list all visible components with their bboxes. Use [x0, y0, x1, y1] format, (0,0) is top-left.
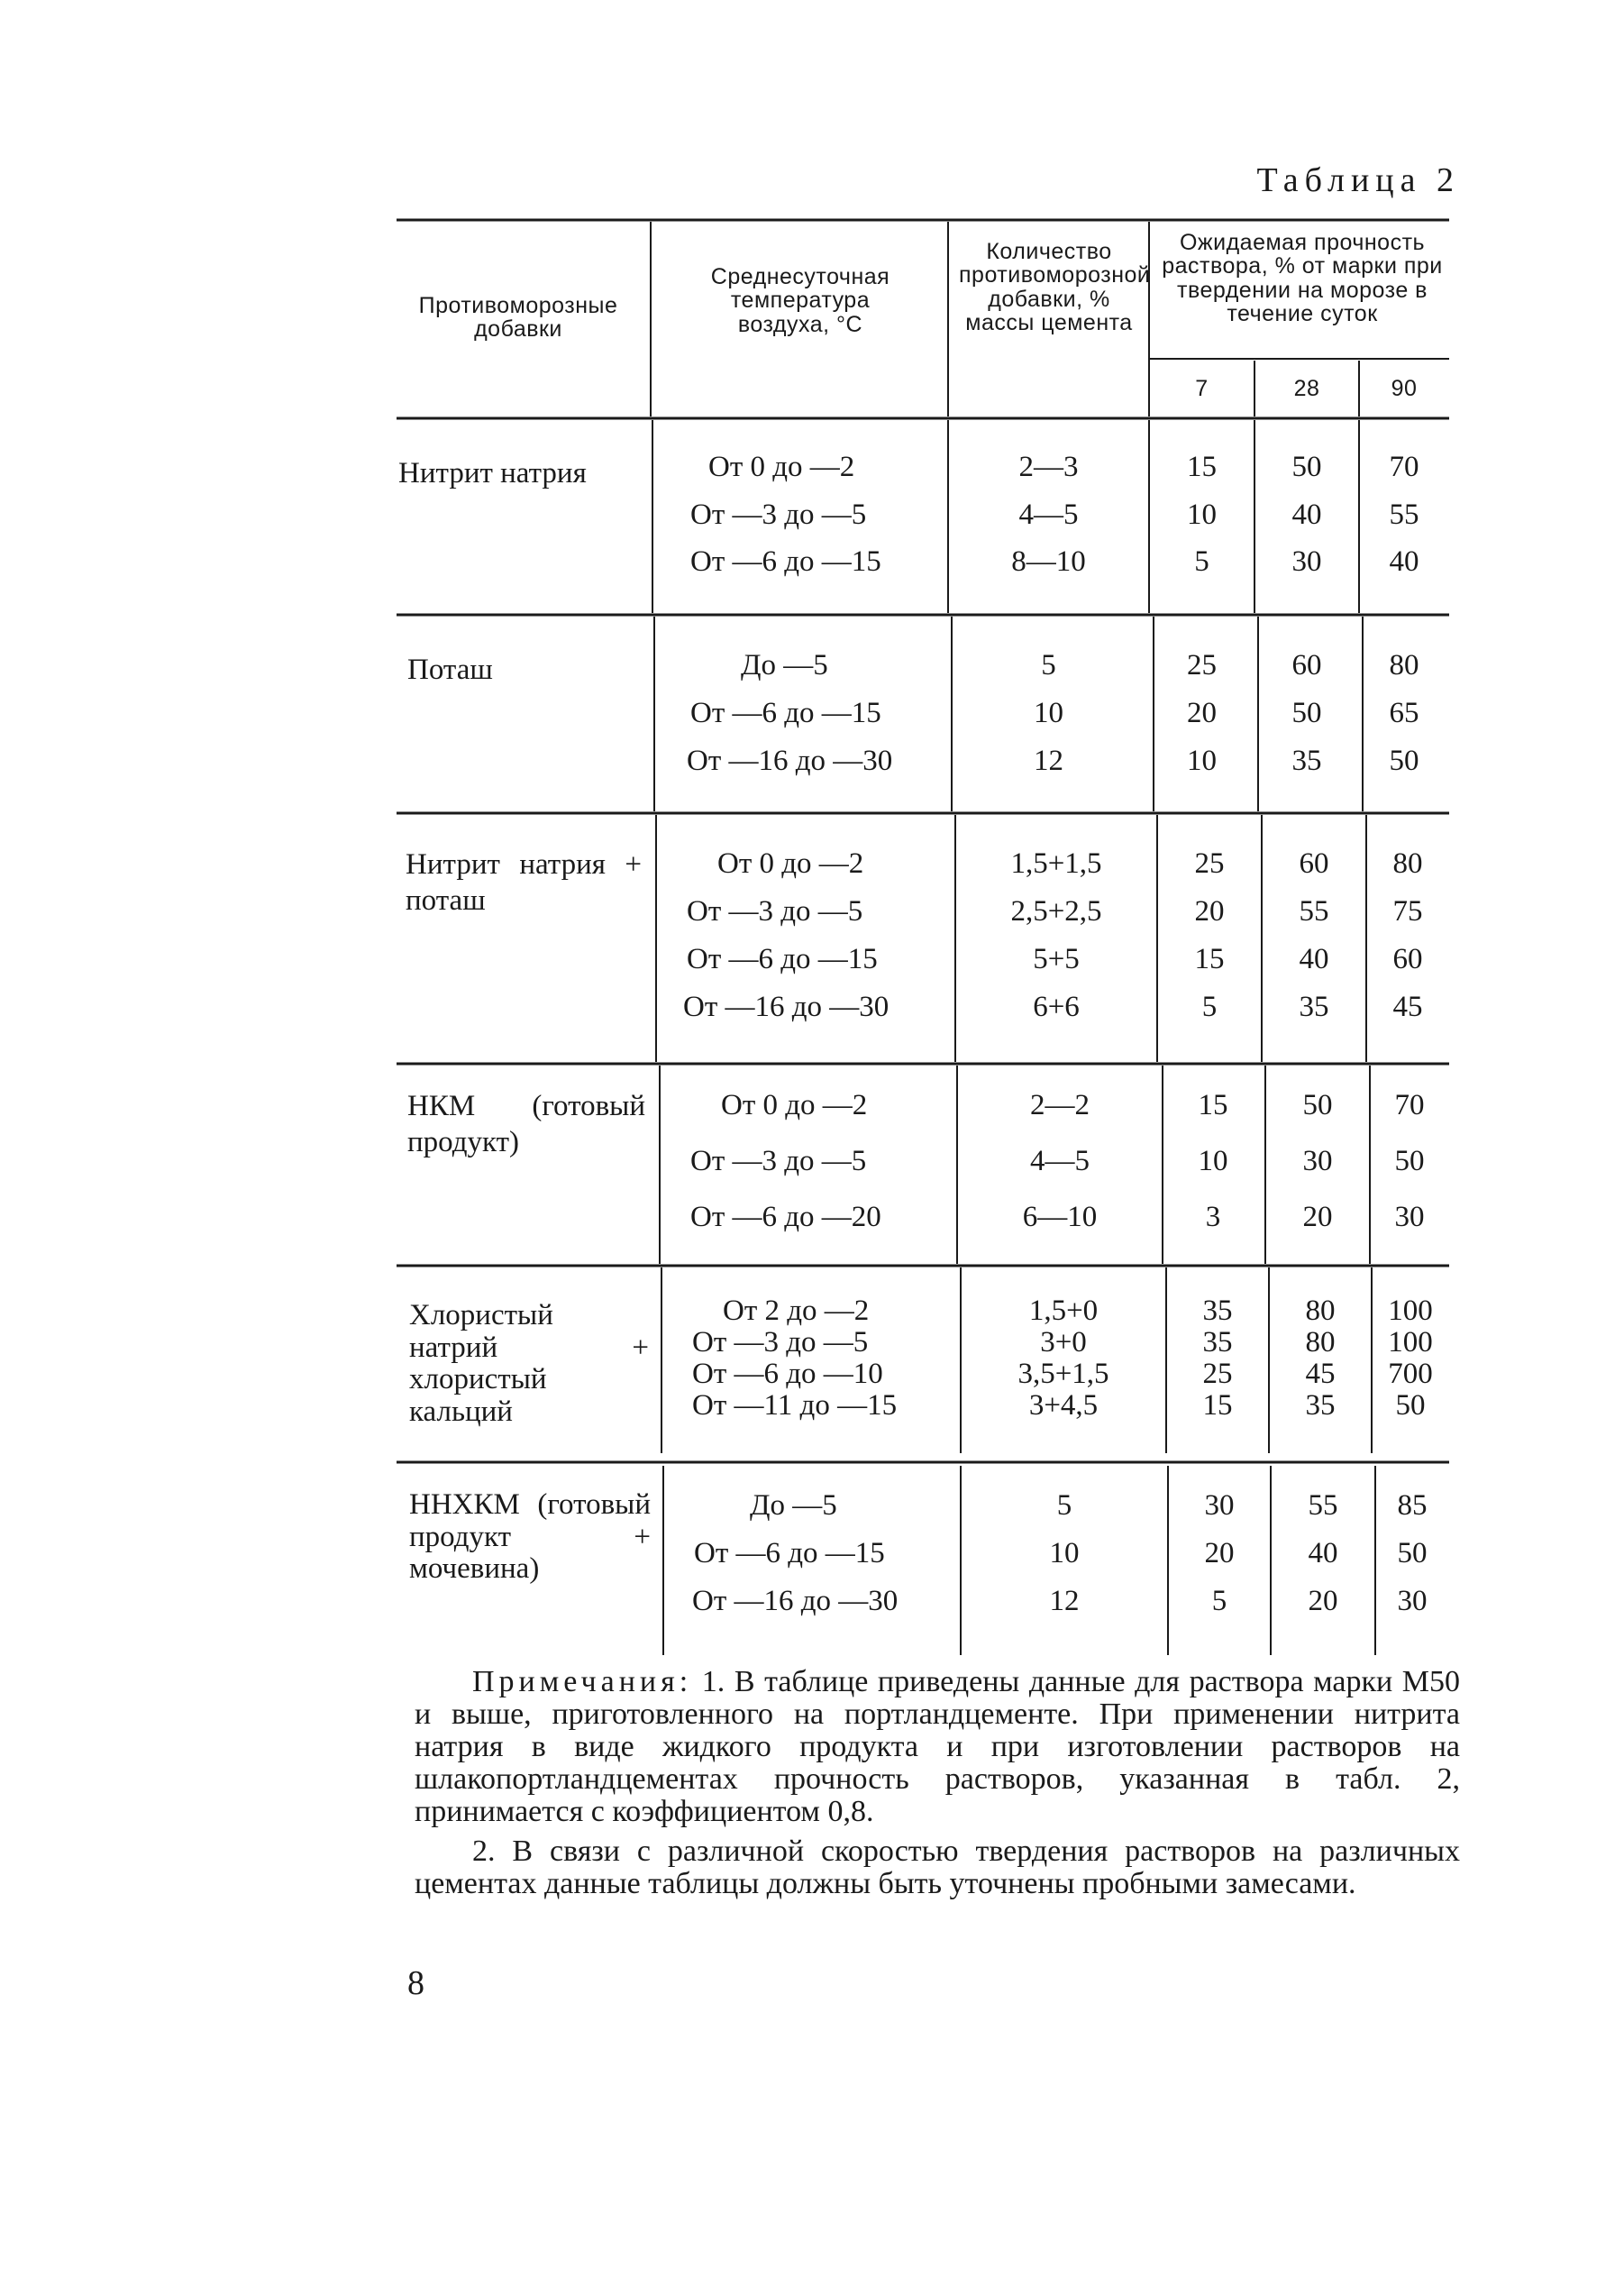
strength-90-cell: 45	[1392, 991, 1423, 1023]
strength-90-cell: 50	[1389, 745, 1419, 777]
additive-name: Хлористый натрий + хлористый кальций	[409, 1299, 649, 1428]
amount-cell: 10	[1049, 1537, 1080, 1569]
amount-cell: 5	[1041, 649, 1056, 682]
strength-28-cell: 60	[1291, 649, 1322, 682]
temperature-cell: До —5	[741, 649, 828, 682]
temperature-cell: От 2 до —2	[723, 1295, 870, 1327]
amount-cell: 10	[1034, 697, 1063, 729]
strength-28-cell: 30	[1302, 1145, 1333, 1177]
additive-name: Нитрит натрия	[398, 457, 587, 489]
temperature-cell: От —16 до —30	[692, 1585, 899, 1617]
additive-name: ННХКМ (готовый продукт + мочевина)	[409, 1488, 651, 1586]
amount-cell: 12	[1049, 1585, 1080, 1617]
strength-90-cell: 50	[1394, 1145, 1425, 1177]
strength-90-cell: 700	[1388, 1358, 1433, 1390]
amount-cell: 4—5	[1018, 499, 1079, 531]
strength-90-cell: 65	[1389, 697, 1419, 729]
temperature-cell: От —6 до —15	[690, 545, 881, 578]
strength-28-cell: 40	[1308, 1537, 1338, 1569]
strength-7-cell: 10	[1187, 499, 1217, 531]
strength-28-cell: 20	[1302, 1201, 1333, 1233]
header-day-7: 7	[1195, 376, 1209, 401]
strength-28-cell: 40	[1299, 943, 1329, 975]
temperature-cell: От —6 до —15	[694, 1537, 885, 1569]
strength-28-cell: 50	[1291, 697, 1322, 729]
temperature-cell: От —3 до —5	[690, 499, 867, 531]
vertical-rules	[651, 222, 1375, 1655]
amount-cell: 4—5	[1030, 1145, 1090, 1177]
strength-7-cell: 15	[1194, 943, 1225, 975]
temperature-cell: От 0 до —2	[708, 451, 855, 483]
header-day-28: 28	[1293, 376, 1320, 401]
strength-90-cell: 100	[1388, 1326, 1433, 1359]
notes-label: Примечания:	[472, 1665, 693, 1698]
strength-7-cell: 25	[1187, 649, 1217, 682]
strength-7-cell: 35	[1202, 1295, 1233, 1327]
strength-7-cell: 10	[1187, 745, 1217, 777]
amount-cell: 1,5+1,5	[1010, 847, 1102, 880]
strength-90-cell: 75	[1392, 895, 1423, 928]
temperature-cell: От —16 до —30	[687, 745, 893, 777]
temperature-cell: От 0 до —2	[717, 847, 864, 880]
strength-28-cell: 80	[1305, 1295, 1336, 1327]
amount-cell: 6—10	[1022, 1201, 1098, 1233]
strength-90-cell: 80	[1392, 847, 1423, 880]
strength-90-cell: 70	[1394, 1089, 1425, 1121]
strength-7-cell: 20	[1194, 895, 1225, 928]
strength-90-cell: 80	[1389, 649, 1419, 682]
header-temperature: Среднесуточная температура воздуха, °С	[710, 264, 890, 337]
header-day-90: 90	[1391, 376, 1418, 401]
horizontal-rules	[397, 220, 1449, 1462]
strength-28-cell: 30	[1291, 545, 1322, 578]
note-1-text: 1. В таблице приведены данные для раствора марки М50 и выше, приготовленного на портландцементе. При применении нитрита натрия в виде жидкого продукта и при изготовлении растворов на шлакопортландцементах прочность растворов, указанная в табл. 2, принимается с коэффициентом 0,8.	[415, 1665, 1460, 1829]
strength-28-cell: 45	[1305, 1358, 1336, 1390]
strength-28-cell: 80	[1305, 1326, 1336, 1359]
strength-7-cell: 15	[1187, 451, 1217, 483]
notes	[415, 1666, 1460, 1900]
additive-name: Нитрит натрия + поташ	[406, 848, 642, 917]
strength-90-cell: 40	[1389, 545, 1419, 578]
strength-90-cell: 85	[1397, 1489, 1428, 1522]
temperature-cell: От —6 до —20	[690, 1201, 881, 1233]
temperature-cell: От —11 до —15	[692, 1389, 898, 1422]
strength-28-cell: 55	[1308, 1489, 1338, 1522]
amount-cell: 6+6	[1033, 991, 1080, 1023]
strength-7-cell: 5	[1201, 991, 1218, 1023]
strength-28-cell: 55	[1299, 895, 1329, 928]
temperature-cell: От —6 до —15	[690, 697, 881, 729]
header-strength: Ожидаемая прочность раствора, % от марки при твердении на морозе в течение суток	[1162, 230, 1443, 326]
strength-90-cell: 30	[1397, 1585, 1428, 1617]
strength-7-cell: 20	[1204, 1537, 1235, 1569]
strength-7-cell: 30	[1204, 1489, 1235, 1522]
strength-90-cell: 50	[1395, 1389, 1426, 1422]
strength-28-cell: 50	[1302, 1089, 1333, 1121]
strength-7-cell: 35	[1202, 1326, 1233, 1359]
strength-7-cell: 15	[1202, 1389, 1233, 1422]
strength-28-cell: 50	[1291, 451, 1322, 483]
strength-90-cell: 30	[1394, 1201, 1425, 1233]
temperature-cell: От —6 до —15	[687, 943, 878, 975]
strength-7-cell: 25	[1194, 847, 1225, 880]
temperature-cell: От —3 до —5	[690, 1145, 867, 1177]
strength-90-cell: 60	[1392, 943, 1423, 975]
amount-cell: 2—2	[1030, 1089, 1090, 1121]
page-number: 8	[407, 1964, 424, 2002]
amount-cell: 2—3	[1018, 451, 1079, 483]
amount-cell: 5+5	[1033, 943, 1080, 975]
strength-28-cell: 40	[1291, 499, 1322, 531]
amount-cell: 8—10	[1011, 545, 1086, 578]
amount-cell: 1,5+0	[1028, 1295, 1099, 1327]
additive-name: НКМ (готовый продукт)	[407, 1090, 645, 1158]
temperature-cell: От —3 до —5	[687, 895, 863, 928]
note-1	[415, 1666, 1460, 1828]
temperature-cell: От —3 до —5	[692, 1326, 869, 1359]
amount-cell: 3,5+1,5	[1017, 1358, 1109, 1390]
temperature-cell: От —6 до —10	[692, 1358, 883, 1390]
amount-cell: 5	[1056, 1489, 1072, 1522]
header-additive: Противоморозные добавки	[418, 293, 618, 343]
strength-7-cell: 5	[1194, 545, 1209, 578]
table-caption: Таблица 2	[1256, 161, 1460, 199]
strength-90-cell: 70	[1389, 451, 1419, 483]
strength-90-cell: 55	[1389, 499, 1419, 531]
strength-7-cell: 3	[1205, 1201, 1221, 1233]
amount-cell: 12	[1034, 745, 1063, 777]
amount-cell: 3+0	[1040, 1326, 1087, 1359]
strength-90-cell: 50	[1397, 1537, 1428, 1569]
note-2: 2. В связи с различной скоростью твердения растворов на различных цементах данные таблицы должны быть уточнены пробными замесами.	[415, 1834, 1460, 1901]
strength-7-cell: 20	[1187, 697, 1217, 729]
temperature-cell: От —16 до —30	[683, 991, 890, 1023]
strength-7-cell: 10	[1198, 1145, 1228, 1177]
temperature-cell: От 0 до —2	[721, 1089, 868, 1121]
strength-90-cell: 100	[1388, 1295, 1433, 1327]
strength-7-cell: 25	[1202, 1358, 1233, 1390]
strength-28-cell: 35	[1299, 991, 1329, 1023]
strength-28-cell: 35	[1291, 745, 1322, 777]
strength-7-cell: 15	[1198, 1089, 1228, 1121]
header-amount: Количество противоморозной добавки, % массы цемента	[959, 239, 1151, 335]
strength-28-cell: 35	[1305, 1389, 1336, 1422]
amount-cell: 3+4,5	[1028, 1389, 1099, 1422]
amount-cell: 2,5+2,5	[1010, 895, 1102, 928]
additive-name: Поташ	[407, 654, 493, 686]
strength-28-cell: 60	[1299, 847, 1329, 880]
strength-28-cell: 20	[1308, 1585, 1338, 1617]
strength-7-cell: 5	[1211, 1585, 1227, 1617]
temperature-cell: До —5	[750, 1489, 837, 1522]
